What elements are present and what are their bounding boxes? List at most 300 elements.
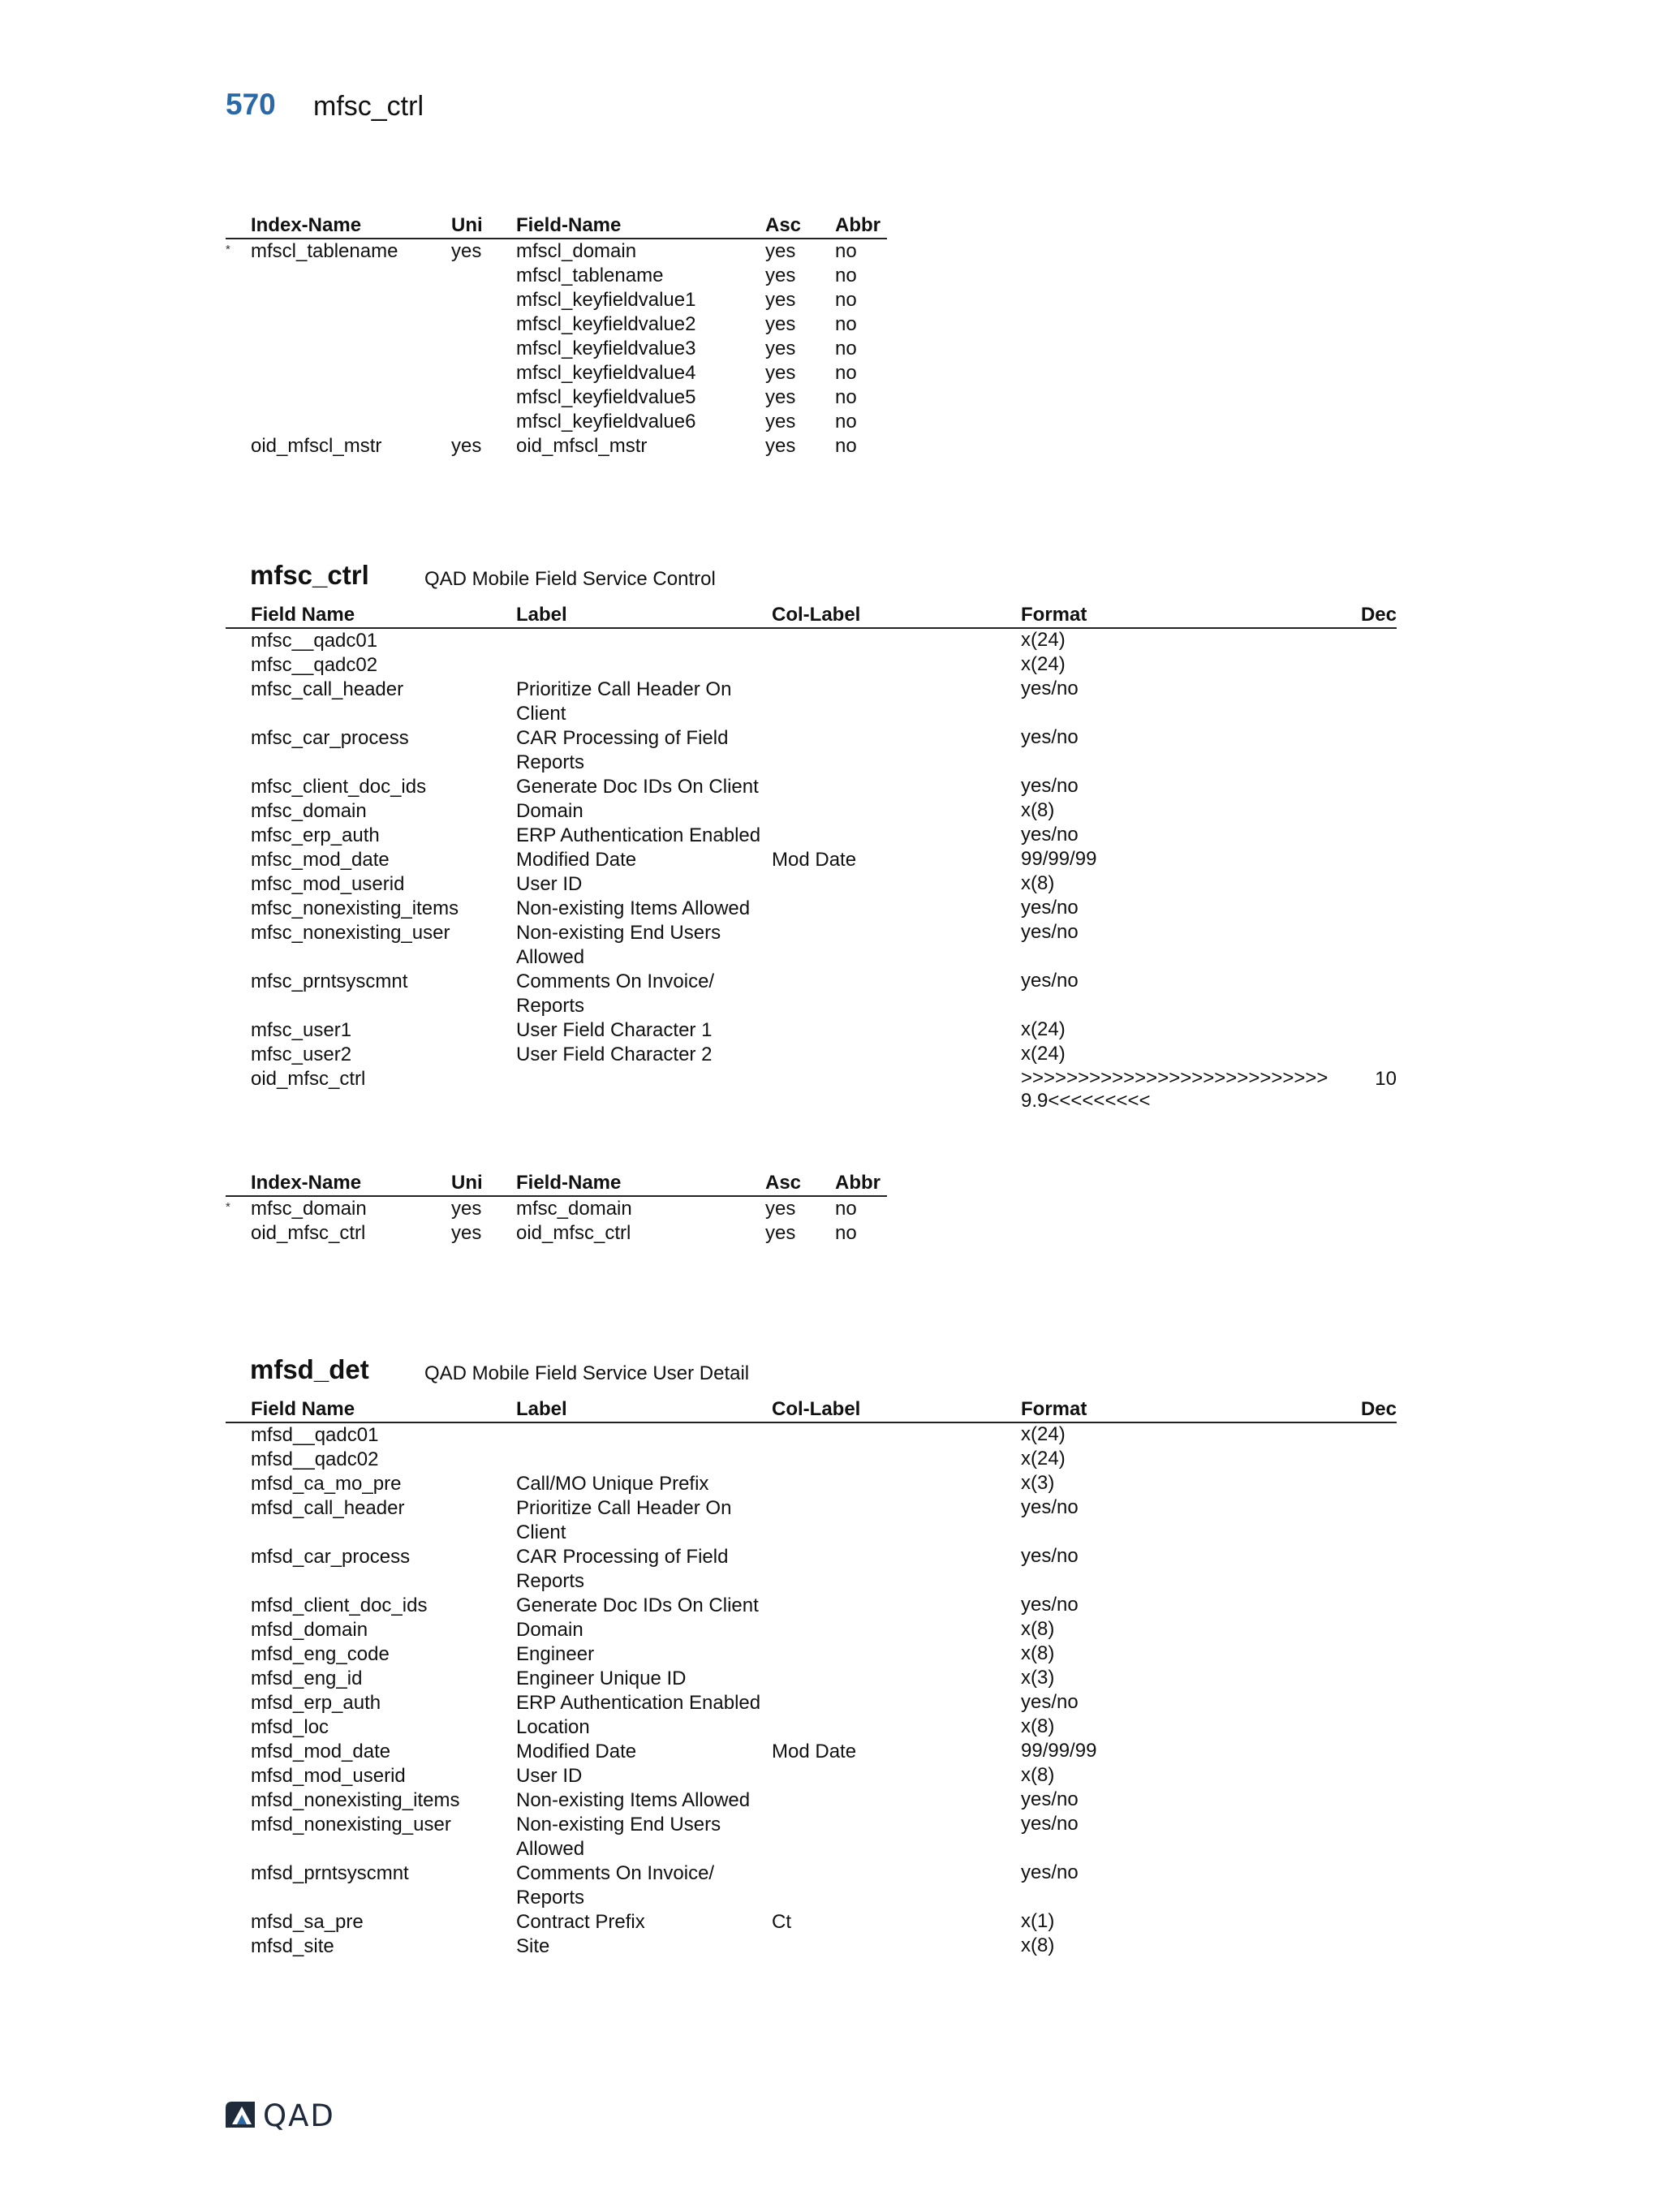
col-label-cell (772, 970, 1021, 1018)
abbreviated-cell: no (835, 1198, 857, 1220)
dec-cell (1337, 1861, 1397, 1910)
field-row (226, 1043, 1397, 1067)
format-cell: x(8) (1021, 799, 1055, 821)
index-row (226, 361, 887, 385)
field-row (226, 1813, 1397, 1861)
col-label-cell (772, 628, 1021, 653)
field-name-cell: mfscl_keyfieldvalue1 (516, 289, 696, 311)
format-cell: yes/no (1021, 775, 1079, 797)
field-name-cell: mfsd_sa_pre (251, 1911, 364, 1933)
ascending-cell: yes (765, 240, 796, 262)
row-spacer (226, 824, 251, 848)
header-field-name: Field-Name (516, 1170, 765, 1196)
label-cell: Engineer (516, 1643, 595, 1665)
format-cell: x(3) (1021, 1472, 1055, 1494)
ascending-cell: yes (765, 435, 796, 457)
format-cell: 99/99/99 (1021, 848, 1097, 870)
label-cell: Non-existing Items Allowed (516, 897, 751, 919)
index-row (226, 385, 887, 410)
header-dec: Dec (1337, 602, 1397, 628)
page-number: 570 (226, 88, 276, 121)
format-cell: x(8) (1021, 1642, 1055, 1664)
page-running-title: mfsc_ctrl (313, 91, 424, 122)
ascending-cell: yes (765, 386, 796, 408)
row-spacer (226, 799, 251, 824)
index-star (226, 385, 251, 410)
index-name-cell: oid_mfscl_mstr (251, 435, 382, 457)
index-star (226, 1221, 251, 1246)
dec-cell (1337, 897, 1397, 921)
index-star (226, 312, 251, 337)
field-name-cell: mfsc_client_doc_ids (251, 776, 427, 798)
table-name: mfsd_det (250, 1354, 369, 1384)
col-label-cell (772, 1496, 1021, 1545)
dec-cell (1337, 726, 1397, 775)
dec-cell (1337, 1043, 1397, 1067)
col-label-cell (772, 799, 1021, 824)
field-name-cell: mfsc__qadc01 (251, 630, 378, 652)
format-cell: >>>>>>>>>>>>>>>>>>>>>>>>>>>9.9<<<<<<<<< (1021, 1067, 1328, 1112)
abbreviated-cell: no (835, 313, 857, 335)
row-spacer (226, 1788, 251, 1813)
field-row (226, 653, 1397, 678)
field-row (226, 1642, 1397, 1667)
field-row (226, 1667, 1397, 1691)
header-format: Format (1021, 1396, 1337, 1422)
dec-cell (1337, 970, 1397, 1018)
col-label-cell (772, 1715, 1021, 1740)
abbreviated-cell: no (835, 240, 857, 262)
dec-cell: 10 (1375, 1068, 1397, 1090)
col-label-cell: Ct (772, 1911, 791, 1933)
dec-cell (1337, 1422, 1397, 1448)
unique-cell: yes (451, 435, 482, 457)
col-label-cell (772, 1813, 1021, 1861)
label-cell: User Field Character 2 (516, 1044, 713, 1065)
index-name-cell (251, 410, 451, 434)
index-star (226, 264, 251, 288)
table-title-row (226, 1354, 1397, 1392)
row-spacer (226, 1594, 251, 1618)
field-row (226, 897, 1397, 921)
label-cell (516, 653, 772, 678)
row-spacer (226, 1764, 251, 1788)
format-cell: yes/no (1021, 1861, 1079, 1883)
format-cell: x(3) (1021, 1667, 1055, 1689)
qad-logo (224, 2100, 362, 2132)
label-cell: Generate Doc IDs On Client (516, 776, 759, 798)
field-row (226, 1067, 1397, 1112)
col-label-cell (772, 678, 1021, 726)
label-cell (516, 628, 772, 653)
row-spacer (226, 872, 251, 897)
field-name-cell: mfscl_keyfieldvalue6 (516, 411, 696, 433)
field-name-cell: mfsd_prntsyscmnt (251, 1862, 409, 1884)
index-name-cell (251, 312, 451, 337)
label-cell (516, 1067, 772, 1112)
label-cell (516, 1422, 772, 1448)
field-name-cell: mfsc_prntsyscmnt (251, 970, 408, 992)
label-cell: Contract Prefix (516, 1911, 645, 1933)
row-spacer (226, 1448, 251, 1472)
field-row (226, 1545, 1397, 1594)
index-star: * (226, 1200, 230, 1214)
field-name-cell: mfsc_car_process (251, 727, 409, 749)
field-name-cell: mfscl_keyfieldvalue2 (516, 313, 696, 335)
field-table (226, 1396, 1397, 1959)
index-table-header (226, 213, 887, 239)
field-name-cell: oid_mfsc_ctrl (516, 1222, 631, 1244)
unique-cell (451, 361, 516, 385)
index-table (226, 1170, 887, 1246)
row-spacer (226, 1067, 251, 1112)
unique-cell: yes (451, 240, 482, 262)
row-spacer (226, 897, 251, 921)
table-description: QAD Mobile Field Service Control (424, 568, 716, 590)
col-label-cell: Mod Date (772, 849, 857, 871)
header-asc: Asc (765, 1170, 835, 1196)
abbreviated-cell: no (835, 289, 857, 311)
col-label-cell (772, 1861, 1021, 1910)
format-cell: yes/no (1021, 1691, 1079, 1713)
row-spacer (226, 848, 251, 872)
row-spacer (226, 1910, 251, 1934)
ascending-cell: yes (765, 338, 796, 359)
row-spacer (226, 653, 251, 678)
format-cell: yes/no (1021, 678, 1079, 699)
col-label-cell (772, 1043, 1021, 1067)
label-cell: Non-existing End Users Allowed (516, 922, 721, 968)
format-cell: yes/no (1021, 1594, 1079, 1616)
label-cell: Domain (516, 1619, 583, 1641)
field-name-cell: mfsd_nonexisting_items (251, 1789, 460, 1811)
field-name-cell: mfscl_keyfieldvalue5 (516, 386, 696, 408)
label-cell: Modified Date (516, 849, 637, 871)
abbreviated-cell: no (835, 435, 857, 457)
dec-cell (1337, 1618, 1397, 1642)
label-cell: Engineer Unique ID (516, 1668, 687, 1689)
field-name-cell: mfsc_call_header (251, 678, 404, 700)
header-col-label: Col-Label (772, 1396, 1021, 1422)
row-spacer (226, 1813, 251, 1861)
header-uni: Uni (451, 213, 516, 239)
field-row (226, 1715, 1397, 1740)
abbreviated-cell: no (835, 265, 857, 286)
label-cell: Prioritize Call Header On Client (516, 1497, 732, 1543)
col-label-cell: Mod Date (772, 1741, 857, 1762)
header-col-label: Col-Label (772, 602, 1021, 628)
abbreviated-cell: no (835, 1222, 857, 1244)
row-spacer (226, 1422, 251, 1448)
index-row (226, 1221, 887, 1246)
field-name-cell: mfsc_mod_userid (251, 873, 405, 895)
format-cell: x(24) (1021, 629, 1066, 651)
row-spacer (226, 1740, 251, 1764)
field-row (226, 921, 1397, 970)
col-label-cell (772, 921, 1021, 970)
dec-cell (1337, 1813, 1397, 1861)
label-cell: User Field Character 1 (516, 1019, 713, 1041)
format-cell: yes/no (1021, 1496, 1079, 1518)
dec-cell (1337, 1910, 1397, 1934)
label-cell: Non-existing End Users Allowed (516, 1814, 721, 1860)
field-row (226, 1448, 1397, 1472)
dec-cell (1337, 1594, 1397, 1618)
label-cell: Generate Doc IDs On Client (516, 1594, 759, 1616)
dec-cell (1337, 799, 1397, 824)
index-name-cell (251, 337, 451, 361)
field-name-cell: mfsd_mod_userid (251, 1765, 406, 1787)
row-spacer (226, 1715, 251, 1740)
label-cell: CAR Processing of Field Reports (516, 1546, 729, 1592)
dec-cell (1337, 775, 1397, 799)
header-star (226, 1170, 251, 1196)
index-row (226, 337, 887, 361)
index-star (226, 410, 251, 434)
mfsc-ctrl-index-section (226, 1170, 887, 1246)
row-spacer (226, 1618, 251, 1642)
col-label-cell (772, 897, 1021, 921)
ascending-cell: yes (765, 313, 796, 335)
field-name-cell: mfsd_ca_mo_pre (251, 1473, 402, 1495)
field-row (226, 1788, 1397, 1813)
ascending-cell: yes (765, 289, 796, 311)
dec-cell (1337, 848, 1397, 872)
label-cell: ERP Authentication Enabled (516, 1692, 761, 1714)
format-cell: x(24) (1021, 1448, 1066, 1470)
dec-cell (1337, 1691, 1397, 1715)
dec-cell (1337, 628, 1397, 653)
field-row (226, 628, 1397, 653)
mfsd-det-section (226, 1354, 1397, 1959)
dec-cell (1337, 921, 1397, 970)
row-spacer (226, 1691, 251, 1715)
label-cell: Non-existing Items Allowed (516, 1789, 751, 1811)
row-spacer (226, 628, 251, 653)
field-name-cell: mfsd_domain (251, 1619, 368, 1641)
dec-cell (1337, 1642, 1397, 1667)
col-label-cell (772, 1667, 1021, 1691)
field-row (226, 1422, 1397, 1448)
col-label-cell (772, 1618, 1021, 1642)
row-spacer (226, 1496, 251, 1545)
col-label-cell (772, 1764, 1021, 1788)
header-label: Label (516, 602, 772, 628)
header-field-name: Field-Name (516, 213, 765, 239)
field-table (226, 602, 1397, 1112)
field-name-cell: oid_mfscl_mstr (516, 435, 648, 457)
field-row (226, 848, 1397, 872)
index-star: * (226, 243, 230, 256)
abbreviated-cell: no (835, 362, 857, 384)
index-name-cell: oid_mfsc_ctrl (251, 1222, 366, 1244)
dec-cell (1337, 1545, 1397, 1594)
ascending-cell: yes (765, 1198, 796, 1220)
index-row (226, 410, 887, 434)
field-row (226, 1934, 1397, 1959)
row-spacer (226, 1861, 251, 1910)
field-name-cell: mfsd_client_doc_ids (251, 1594, 428, 1616)
row-spacer (226, 1934, 251, 1959)
field-name-cell: mfsd__qadc01 (251, 1424, 379, 1446)
index-row (226, 264, 887, 288)
field-name-cell: mfsd_site (251, 1935, 334, 1957)
field-row (226, 1018, 1397, 1043)
header-star (226, 602, 251, 628)
format-cell: x(1) (1021, 1910, 1055, 1932)
index-row (226, 434, 887, 458)
label-cell: CAR Processing of Field Reports (516, 727, 729, 773)
index-row (226, 312, 887, 337)
col-label-cell (772, 1691, 1021, 1715)
header-field-name: Field Name (251, 1396, 516, 1422)
unique-cell: yes (451, 1198, 482, 1220)
row-spacer (226, 921, 251, 970)
row-spacer (226, 1472, 251, 1496)
header-dec: Dec (1337, 1396, 1397, 1422)
index-row (226, 288, 887, 312)
field-row (226, 1496, 1397, 1545)
header-format: Format (1021, 602, 1337, 628)
field-row (226, 678, 1397, 726)
index-row (226, 1196, 887, 1221)
label-cell: ERP Authentication Enabled (516, 824, 761, 846)
dec-cell (1337, 1715, 1397, 1740)
col-label-cell (772, 872, 1021, 897)
col-label-cell (772, 1472, 1021, 1496)
unique-cell (451, 337, 516, 361)
field-row (226, 775, 1397, 799)
label-cell: User ID (516, 873, 583, 895)
header-index-name: Index-Name (251, 213, 451, 239)
label-cell: Modified Date (516, 1741, 637, 1762)
field-row (226, 1472, 1397, 1496)
label-cell (516, 1448, 772, 1472)
index-name-cell (251, 264, 451, 288)
dec-cell (1337, 1018, 1397, 1043)
dec-cell (1337, 1448, 1397, 1472)
index-star (226, 288, 251, 312)
logo-text: QAD (263, 2098, 335, 2133)
row-spacer (226, 1018, 251, 1043)
ascending-cell: yes (765, 265, 796, 286)
header-star (226, 213, 251, 239)
index-name-cell (251, 288, 451, 312)
field-row (226, 726, 1397, 775)
row-spacer (226, 1043, 251, 1067)
col-label-cell (772, 824, 1021, 848)
index-star (226, 361, 251, 385)
dec-cell (1337, 1472, 1397, 1496)
label-cell: Call/MO Unique Prefix (516, 1473, 709, 1495)
field-name-cell: mfsc_domain (251, 800, 367, 822)
abbreviated-cell: no (835, 411, 857, 433)
col-label-cell (772, 1067, 1021, 1112)
row-spacer (226, 678, 251, 726)
format-cell: yes/no (1021, 1788, 1079, 1810)
dec-cell (1337, 872, 1397, 897)
row-spacer (226, 970, 251, 1018)
field-name-cell: mfsc_nonexisting_items (251, 897, 459, 919)
format-cell: x(24) (1021, 1423, 1066, 1445)
mfsc-ctrl-section (226, 560, 1397, 1112)
unique-cell (451, 288, 516, 312)
col-label-cell (772, 1018, 1021, 1043)
header-field-name: Field Name (251, 602, 516, 628)
qad-logo-icon (224, 2100, 256, 2129)
row-spacer (226, 726, 251, 775)
field-name-cell: mfscl_domain (516, 240, 637, 262)
abbreviated-cell: no (835, 386, 857, 408)
field-row (226, 1740, 1397, 1764)
field-name-cell: oid_mfsc_ctrl (251, 1068, 366, 1090)
field-row (226, 824, 1397, 848)
field-row (226, 1861, 1397, 1910)
header-index-name: Index-Name (251, 1170, 451, 1196)
field-row (226, 872, 1397, 897)
format-cell: x(8) (1021, 872, 1055, 894)
dec-cell (1337, 824, 1397, 848)
index-table (226, 213, 887, 458)
unique-cell (451, 410, 516, 434)
field-name-cell: mfsc_user2 (251, 1044, 352, 1065)
field-name-cell: mfsc__qadc02 (251, 654, 378, 676)
field-name-cell: mfsd_call_header (251, 1497, 405, 1519)
col-label-cell (772, 653, 1021, 678)
mfscl-index-section (226, 213, 887, 458)
ascending-cell: yes (765, 1222, 796, 1244)
field-row (226, 799, 1397, 824)
unique-cell (451, 264, 516, 288)
format-cell: yes/no (1021, 824, 1079, 846)
ascending-cell: yes (765, 362, 796, 384)
label-cell: Domain (516, 800, 583, 822)
field-name-cell: mfsd_eng_id (251, 1668, 363, 1689)
dec-cell (1337, 1740, 1397, 1764)
field-row (226, 1691, 1397, 1715)
format-cell: x(24) (1021, 1043, 1066, 1065)
label-cell: Comments On Invoice/ Reports (516, 1862, 715, 1909)
header-abbr: Abbr (835, 213, 887, 239)
header-label: Label (516, 1396, 772, 1422)
format-cell: yes/no (1021, 726, 1079, 748)
field-name-cell: mfsd_car_process (251, 1546, 411, 1568)
row-spacer (226, 775, 251, 799)
format-cell: x(8) (1021, 1715, 1055, 1737)
field-name-cell: mfscl_keyfieldvalue3 (516, 338, 696, 359)
field-name-cell: mfsd__qadc02 (251, 1448, 379, 1470)
field-name-cell: mfsc_user1 (251, 1019, 352, 1041)
unique-cell (451, 312, 516, 337)
col-label-cell (772, 1788, 1021, 1813)
field-row (226, 1910, 1397, 1934)
abbreviated-cell: no (835, 338, 857, 359)
field-name-cell: mfsc_nonexisting_user (251, 922, 450, 944)
format-cell: 99/99/99 (1021, 1740, 1097, 1762)
col-label-cell (772, 775, 1021, 799)
format-cell: yes/no (1021, 1545, 1079, 1567)
field-name-cell: mfsd_erp_auth (251, 1692, 381, 1714)
format-cell: yes/no (1021, 1813, 1079, 1835)
label-cell: Comments On Invoice/ Reports (516, 970, 715, 1017)
table-title-row (226, 560, 1397, 597)
header-abbr: Abbr (835, 1170, 887, 1196)
field-row (226, 970, 1397, 1018)
header-asc: Asc (765, 213, 835, 239)
col-label-cell (772, 1545, 1021, 1594)
col-label-cell (772, 1934, 1021, 1959)
index-name-cell (251, 385, 451, 410)
